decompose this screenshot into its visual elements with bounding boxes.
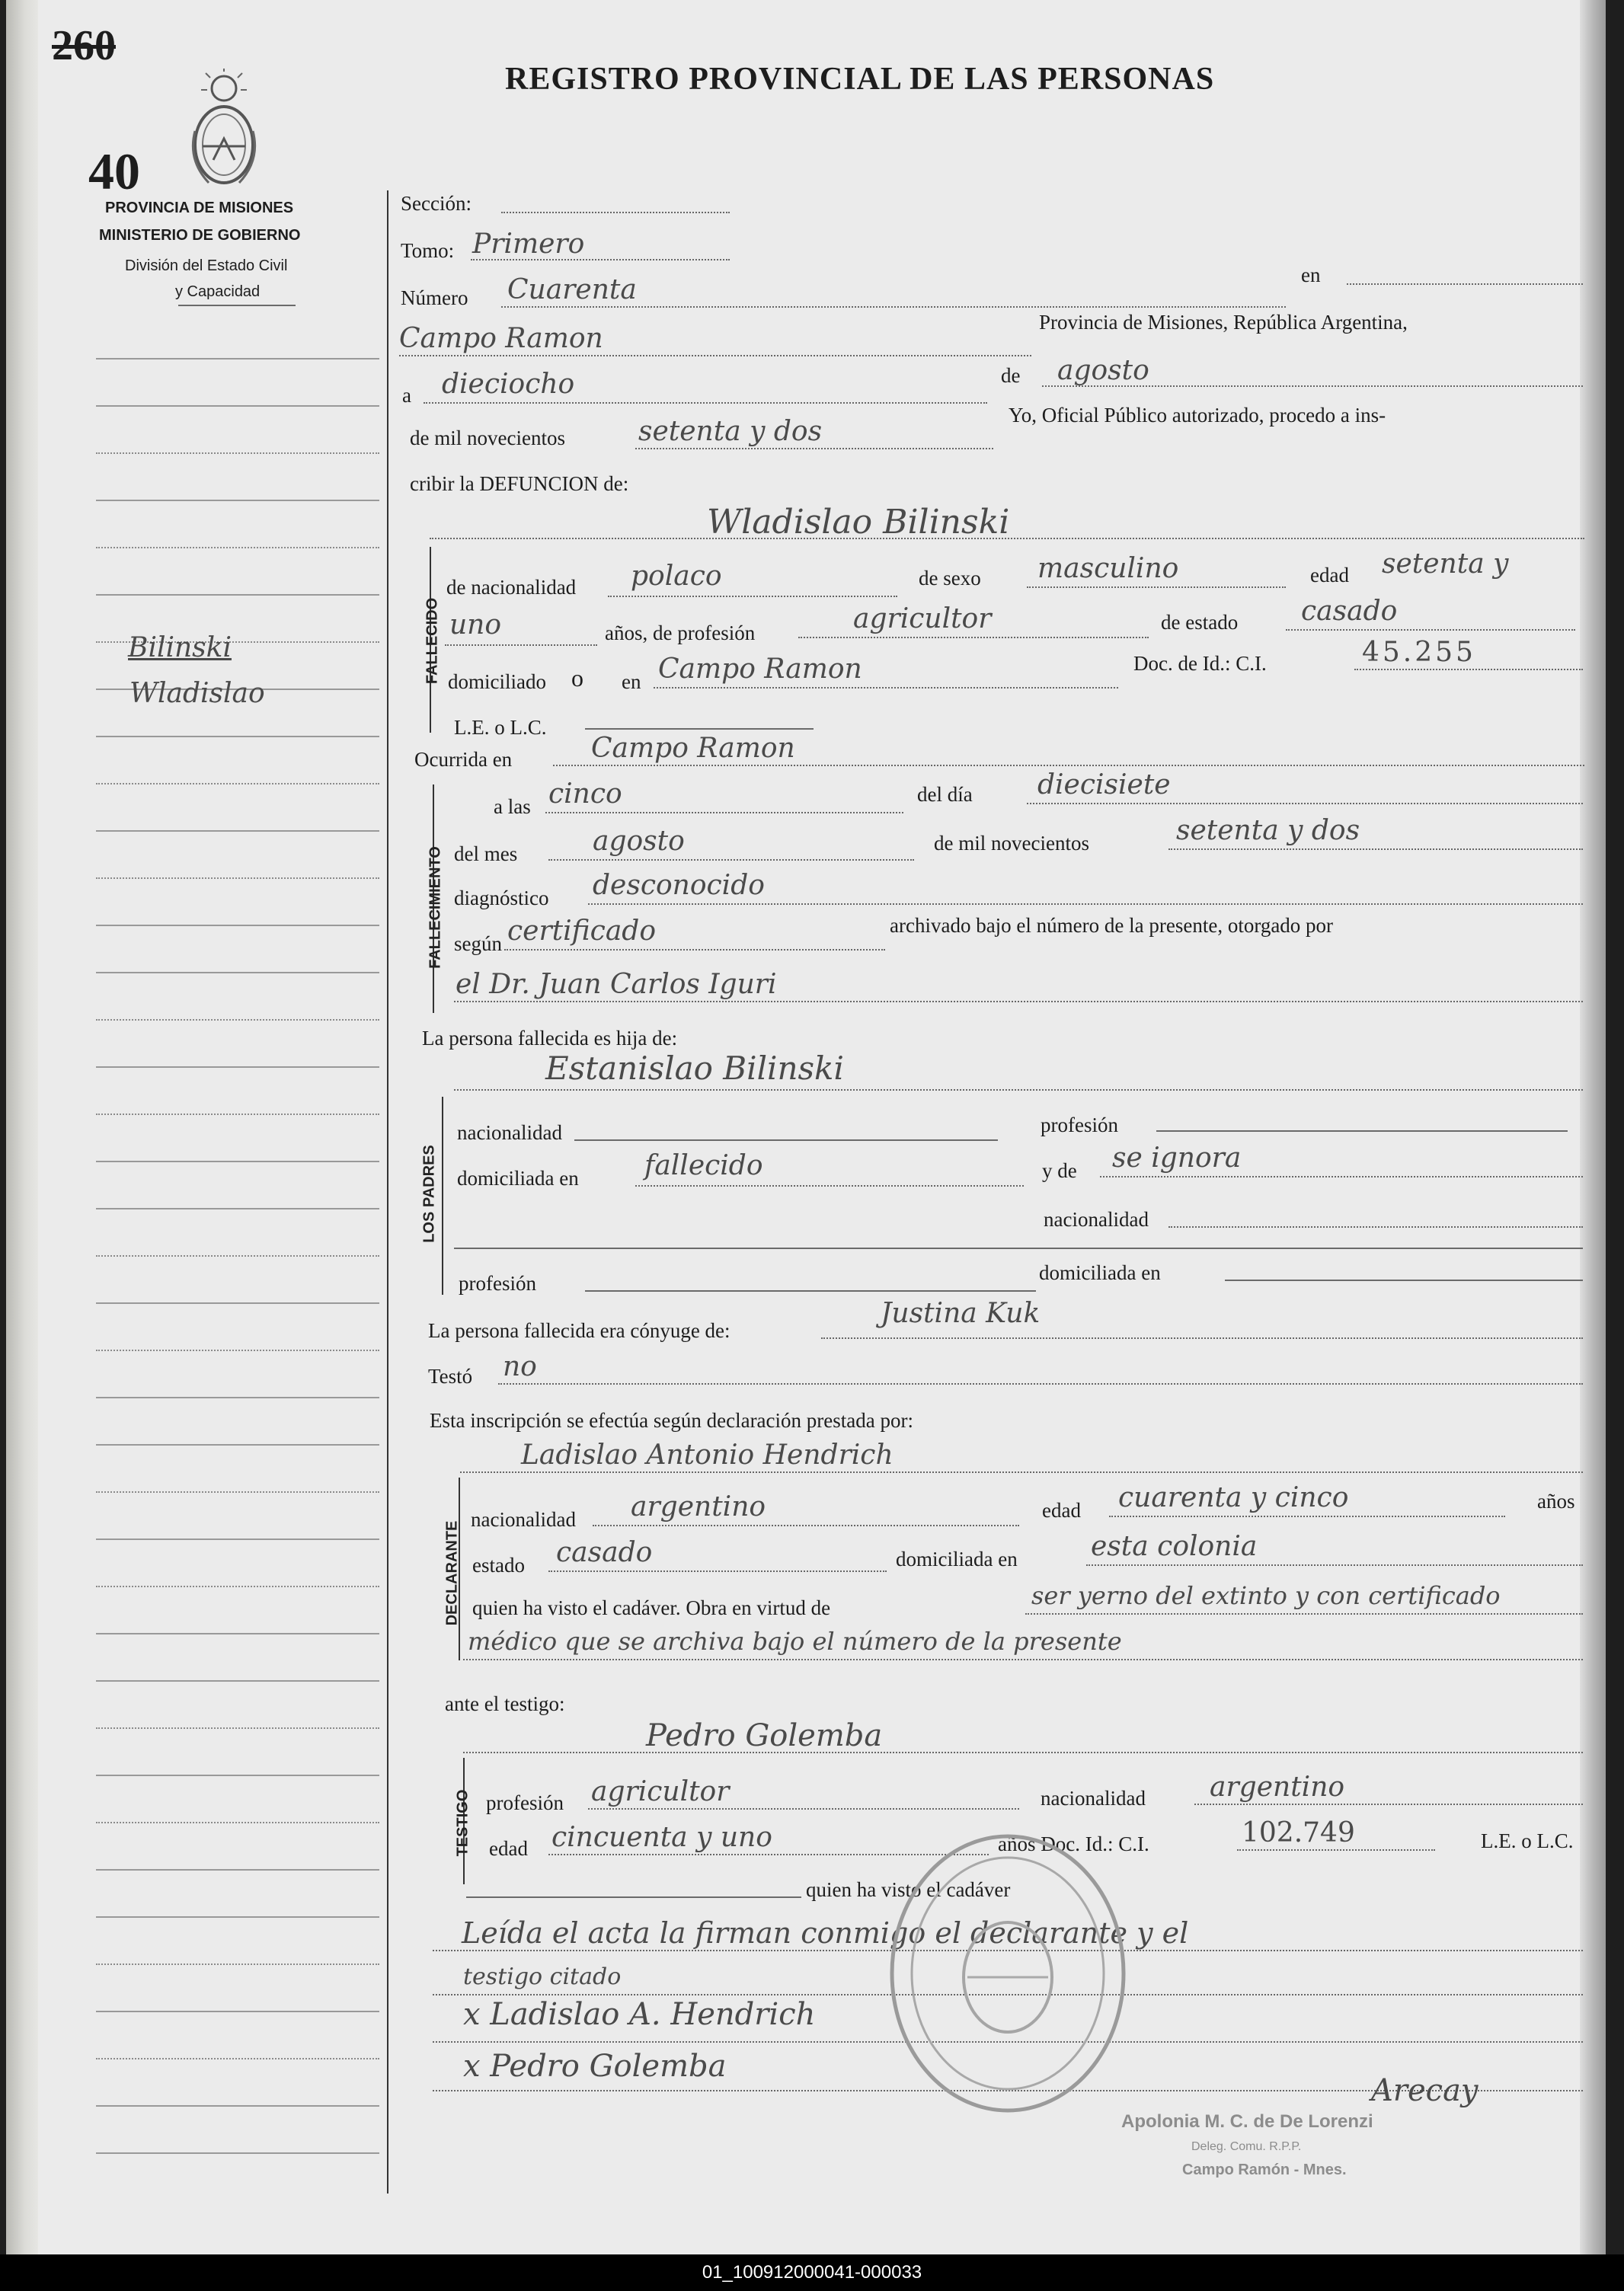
label-t-le: L.E. o L.C. [1481, 1829, 1574, 1852]
label-del-dia: del día [917, 783, 973, 806]
field-line [1027, 586, 1286, 588]
margin-rule [96, 452, 379, 454]
label-le-lc: L.E. o L.C. [454, 716, 547, 739]
value-segun: certificado [507, 915, 657, 947]
label-en: en [1301, 264, 1321, 286]
page-number: 40 [88, 142, 140, 200]
margin-rule [96, 1586, 379, 1587]
margin-rule [96, 1066, 379, 1068]
value-edad-1: setenta y [1382, 548, 1509, 580]
label-d-edad: edad [1042, 1499, 1081, 1522]
label-de-mil: de mil novecientos [410, 427, 565, 449]
field-line [445, 644, 597, 646]
field-line [399, 355, 1031, 356]
label-t-quien: quien ha visto el cadáver [806, 1878, 1011, 1901]
label-ocurrida: Ocurrida en [414, 748, 513, 771]
register-page [6, 0, 1606, 2254]
label-provincia: Provincia de Misiones, República Argentina, [1039, 311, 1408, 334]
coat-of-arms-icon [187, 69, 261, 189]
value-lugar: Campo Ramon [399, 323, 603, 354]
value-edad-2: uno [449, 609, 502, 641]
label-cribir: cribir la DEFUNCION de: [410, 472, 629, 495]
margin-rule [96, 2105, 379, 2107]
margin-rule [96, 1208, 379, 1209]
field-line [635, 1185, 1024, 1187]
margin-rule [96, 877, 379, 879]
margin-rule [96, 1114, 379, 1115]
label-tomo: Tomo: [401, 239, 455, 262]
margin-rule [96, 1302, 379, 1304]
value-padre: Estanislao Bilinski [545, 1050, 844, 1087]
value-nacionalidad: polaco [631, 561, 722, 592]
field-line [548, 1570, 887, 1572]
label-testo: Testó [428, 1365, 473, 1388]
field-line [454, 1001, 1583, 1002]
margin-rule [96, 1161, 379, 1162]
field-line [588, 903, 1583, 905]
margin-rule [96, 736, 379, 737]
field-line [588, 1808, 1019, 1810]
value-hora: cinco [548, 778, 622, 810]
side-label-fallecimiento: FALLECIMIENTO [427, 846, 444, 969]
value-d-estado: casado [556, 1537, 653, 1568]
org-division: División del Estado Civil [125, 257, 288, 274]
margin-rule [96, 547, 379, 548]
register-title: REGISTRO PROVINCIAL DE LAS PERSONAS [505, 62, 1215, 97]
label-a: a [402, 384, 411, 407]
value-medico: el Dr. Juan Carlos Iguri [456, 969, 777, 1000]
org-underline [178, 305, 296, 306]
field-line [798, 637, 1149, 638]
label-padre-profesion: profesión [1041, 1114, 1118, 1136]
label-d-nacionalidad: nacionalidad [471, 1508, 576, 1531]
margin-rule [96, 358, 379, 359]
field-line [1194, 1804, 1583, 1805]
value-madre: se ignora [1112, 1142, 1242, 1174]
label-t-profesion: profesión [486, 1791, 564, 1814]
label-hija-de: La persona fallecida es hija de: [422, 1027, 678, 1050]
label-doc-id: Doc. de Id.: C.I. [1133, 652, 1267, 675]
value-mes-fallec: agosto [593, 826, 685, 857]
margin-rule [96, 1775, 379, 1776]
margin-rule [96, 1397, 379, 1398]
signature-official: Arecay [1371, 2073, 1479, 2108]
field-line [424, 402, 987, 404]
label-diagnostico: diagnóstico [454, 887, 549, 909]
field-line [463, 1752, 1583, 1753]
field-line [654, 687, 1118, 689]
field-line [1225, 1280, 1583, 1281]
side-label-fallecido: FALLECIDO [424, 597, 441, 685]
margin-rule [96, 1963, 379, 1965]
margin-rule [96, 1680, 379, 1682]
field-line [593, 1525, 1019, 1526]
margin-rule [96, 1822, 379, 1823]
label-de-mil-2: de mil novecientos [934, 832, 1089, 855]
label-domiciliado: domiciliado [448, 670, 546, 693]
value-ocurrida: Campo Ramon [591, 733, 795, 764]
value-diagnostico: desconocido [593, 870, 765, 901]
label-nacionalidad: de nacionalidad [446, 576, 577, 599]
label-yo-oficial: Yo, Oficial Público autorizado, procedo a ins- [1009, 404, 1386, 427]
field-line [1156, 1130, 1568, 1132]
org-ministry: MINISTERIO DE GOBIERNO [99, 227, 301, 244]
field-line [466, 1896, 801, 1898]
margin-given-name: Wladislao [129, 678, 265, 709]
field-line [454, 1248, 1583, 1249]
value-ci: 45.255 [1362, 637, 1476, 668]
label-del-mes: del mes [454, 842, 518, 865]
label-conyuge: La persona fallecida era cónyuge de: [428, 1319, 730, 1342]
margin-rule [96, 1255, 379, 1257]
page-edge [1580, 0, 1606, 2254]
label-a-las: a las [494, 795, 531, 818]
field-line [553, 765, 1584, 766]
margin-rule [96, 1727, 379, 1729]
margin-rule [96, 1916, 379, 1918]
label-en-2: en [622, 670, 641, 693]
label-ante-testigo: ante el testigo: [445, 1692, 565, 1715]
margin-surname: Bilinski [128, 632, 232, 663]
signature-testigo: x Pedro Golemba [463, 2049, 727, 2084]
signature-declarante: x Ladislao A. Hendrich [463, 1997, 816, 2032]
value-t-nacionalidad: argentino [1210, 1772, 1345, 1803]
official-seal-icon [882, 1825, 1133, 2122]
value-sexo: masculino [1037, 553, 1179, 584]
value-cierre-1: Leída el acta la firman conmigo el declarante y el [462, 1916, 1189, 1950]
value-tomo: Primero [472, 228, 585, 260]
value-cierre-2: testigo citado [463, 1963, 622, 1990]
value-conyuge: Justina Kuk [881, 1298, 1041, 1329]
margin-rule [96, 1539, 379, 1540]
org-province: PROVINCIA DE MISIONES [105, 200, 294, 216]
value-nombre: Wladislao Bilinski [707, 503, 1010, 542]
field-line [1027, 803, 1583, 804]
label-estado: de estado [1161, 611, 1239, 634]
margin-rule [96, 830, 379, 832]
label-padre-nacionalidad: nacionalidad [457, 1121, 562, 1144]
field-line [1042, 385, 1583, 387]
field-line [1168, 848, 1583, 850]
label-t-edad: edad [489, 1837, 528, 1860]
value-d-virtud-2: médico que se archiva bajo el número de la presente [468, 1627, 1122, 1656]
label-t-anos: años Doc. Id.: C.I. [998, 1832, 1149, 1855]
field-line [1168, 1226, 1583, 1228]
label-y-de: y de [1042, 1159, 1077, 1182]
field-line [1237, 1849, 1435, 1851]
value-d-virtud-1: ser yerno del extinto y con certificado [1031, 1581, 1501, 1610]
page-binding [6, 0, 38, 2254]
form-border [387, 190, 388, 2194]
value-anio-fallec: setenta y dos [1176, 815, 1360, 846]
value-padre-domicilio: fallecido [644, 1150, 763, 1181]
margin-rule [96, 2011, 379, 2012]
label-segun: según [454, 932, 502, 955]
value-dia-fallec: diecisiete [1037, 769, 1171, 800]
margin-rule [96, 783, 379, 784]
margin-rule [96, 405, 379, 407]
margin-rule [96, 972, 379, 973]
margin-rule [96, 1491, 379, 1493]
label-d-quien: quien ha visto el cadáver. Obra en virtud de [472, 1596, 831, 1619]
value-anio: setenta y dos [638, 416, 823, 447]
margin-rule [96, 2152, 379, 2154]
margin-rule [96, 594, 379, 596]
field-line [1354, 669, 1583, 670]
value-t-profesion: agricultor [591, 1776, 730, 1807]
margin-rule [96, 500, 379, 501]
value-d-domicilio: esta colonia [1091, 1531, 1258, 1562]
label-edad: edad [1310, 564, 1349, 586]
margin-rule [96, 1019, 379, 1021]
side-label-declarante: DECLARANTE [443, 1520, 461, 1626]
value-d-edad: cuarenta y cinco [1118, 1482, 1349, 1513]
value-t-ci: 102.749 [1242, 1817, 1355, 1848]
label-numero: Número [401, 286, 468, 309]
value-mes: agosto [1057, 355, 1149, 386]
field-line [608, 596, 897, 597]
side-label-testigo: TESTIGO [454, 1789, 472, 1857]
value-profesion: agricultor [853, 603, 992, 634]
field-line [548, 859, 914, 861]
field-line [463, 1659, 1583, 1660]
field-line [1347, 283, 1583, 285]
field-line [635, 448, 993, 449]
image-id-footer: 01_100912000041-000033 [0, 2254, 1624, 2291]
label-de: de [1001, 364, 1021, 387]
value-testo: no [503, 1351, 537, 1382]
field-line [1109, 1516, 1505, 1517]
value-t-edad: cincuenta y uno [551, 1822, 772, 1853]
margin-rule [96, 1444, 379, 1446]
value-domicilio-suffix: o [571, 664, 583, 692]
field-line [501, 306, 1286, 308]
value-domicilio: Campo Ramon [658, 653, 862, 685]
org-capacity: y Capacidad [175, 283, 261, 300]
label-madre-nacionalidad: nacionalidad [1044, 1208, 1149, 1231]
label-seccion: Sección: [401, 192, 472, 215]
field-line [1025, 1613, 1583, 1615]
label-d-estado: estado [472, 1554, 525, 1577]
value-testigo: Pedro Golemba [646, 1718, 883, 1753]
field-line [498, 1383, 1583, 1385]
value-numero: Cuarenta [507, 274, 637, 305]
value-declarante: Ladislao Antonio Hendrich [521, 1439, 894, 1471]
label-archivado: archivado bajo el número de la presente, otorgado por [890, 914, 1334, 937]
margin-rule [96, 1350, 379, 1351]
label-d-domicilio: domiciliada en [896, 1548, 1018, 1570]
label-sexo: de sexo [919, 567, 981, 590]
value-estado: casado [1301, 596, 1398, 627]
field-line [1286, 629, 1575, 631]
value-d-nacionalidad: argentino [631, 1491, 766, 1523]
field-line [821, 1337, 1583, 1339]
stamp-name: Apolonia M. C. de De Lorenzi [1121, 2111, 1373, 2132]
label-padre-domicilio: domiciliada en [457, 1167, 579, 1190]
field-line [501, 212, 730, 213]
label-d-anos: años [1537, 1490, 1575, 1513]
section-bracket [442, 1097, 443, 1295]
margin-rule [96, 925, 379, 926]
label-madre-domicilio: domiciliada en [1039, 1261, 1161, 1284]
field-line [471, 259, 730, 260]
field-line [454, 1089, 1583, 1091]
field-line [1100, 1176, 1583, 1177]
field-line [1086, 1564, 1583, 1566]
margin-rule [96, 1869, 379, 1871]
stamp-role: Deleg. Comu. R.P.P. [1191, 2140, 1302, 2153]
label-madre-profesion: profesión [459, 1272, 536, 1295]
stamp-place: Campo Ramón - Mnes. [1182, 2162, 1347, 2178]
field-line [585, 1290, 1036, 1292]
field-line [504, 949, 885, 951]
field-line [460, 1471, 1583, 1473]
side-label-padres: LOS PADRES [420, 1145, 438, 1243]
margin-rule [96, 1633, 379, 1634]
label-inscripcion: Esta inscripción se efectúa según declaración prestada por: [430, 1409, 913, 1432]
field-line [585, 728, 814, 730]
label-t-nacionalidad: nacionalidad [1041, 1787, 1146, 1810]
value-dia: dieciocho [442, 369, 575, 400]
margin-rule [96, 2058, 379, 2059]
field-line [545, 812, 903, 813]
field-line [574, 1139, 998, 1141]
label-profesion: años, de profesión [605, 621, 756, 644]
field-line [430, 538, 1584, 539]
old-page-number: 260 [52, 22, 116, 69]
